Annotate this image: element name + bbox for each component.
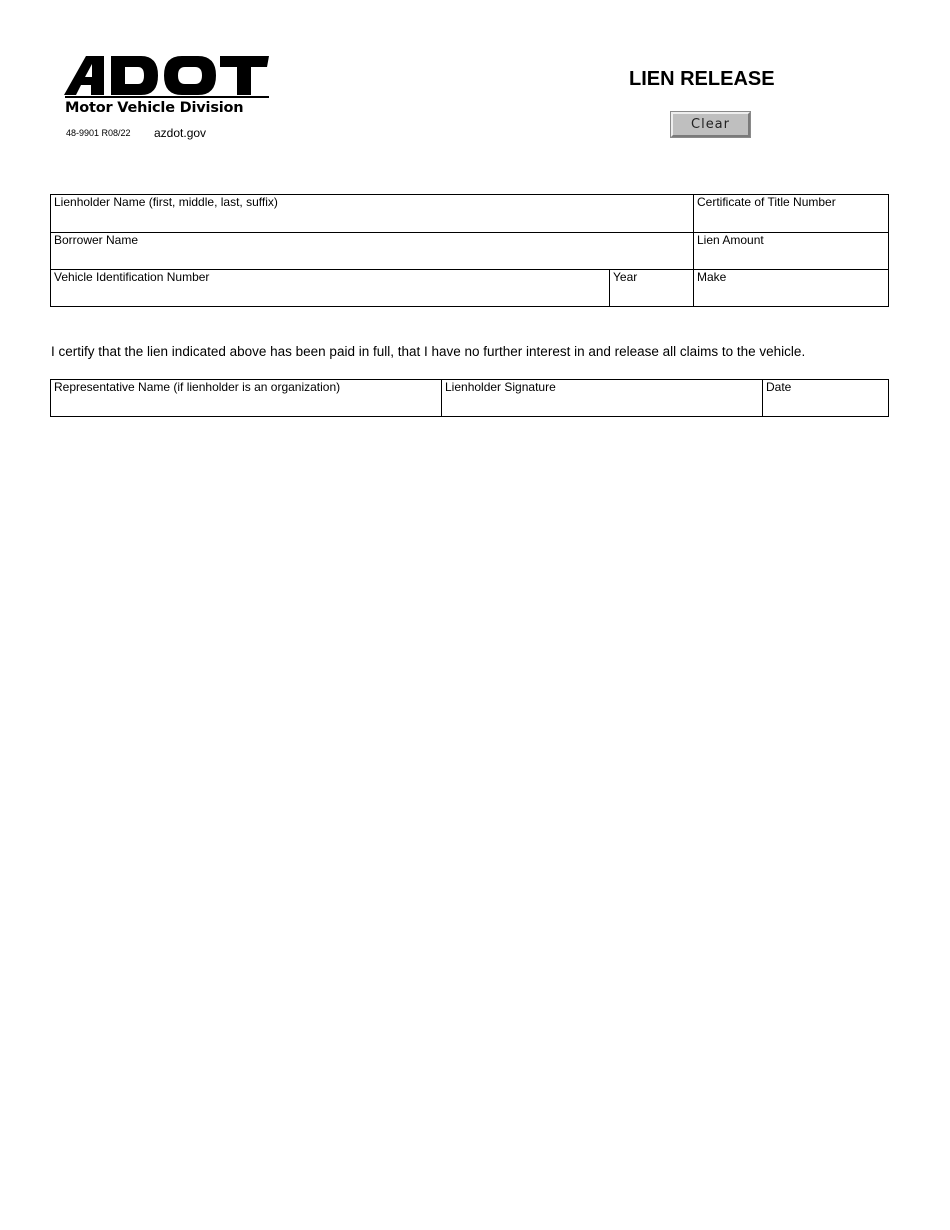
title-number-label: Certificate of Title Number [697, 195, 836, 209]
date-field[interactable] [766, 398, 885, 414]
make-cell [693, 269, 889, 307]
clear-button[interactable]: Clear [671, 112, 750, 137]
borrower-name-label: Borrower Name [54, 233, 139, 247]
form-number: 48-9901 R08/22 [66, 128, 131, 138]
lien-amount-label: Lien Amount [697, 233, 764, 247]
signature-label: Lienholder Signature [445, 380, 556, 394]
make-field[interactable] [697, 288, 885, 304]
representative-name-field[interactable] [54, 398, 438, 414]
signature-cell [441, 379, 763, 417]
vin-cell [50, 269, 610, 307]
lienholder-name-field[interactable] [54, 214, 690, 230]
lienholder-name-label: Lienholder Name (first, middle, last, suffix) [54, 195, 278, 209]
date-cell [762, 379, 889, 417]
borrower-name-cell [50, 232, 694, 270]
year-field[interactable] [613, 288, 690, 304]
lienholder-name-cell [50, 194, 694, 233]
make-label: Make [697, 270, 727, 284]
title-number-field[interactable] [697, 214, 885, 230]
website-link[interactable]: azdot.gov [154, 126, 207, 140]
lien-amount-field[interactable] [697, 251, 885, 267]
year-label: Year [613, 270, 638, 284]
date-label: Date [766, 380, 792, 394]
representative-name-label: Representative Name (if lienholder is an organization) [54, 380, 341, 394]
certification-statement: I certify that the lien indicated above has been paid in full, that I have no further interest in and release all claims to the vehicle. [51, 344, 806, 359]
logo-underline [65, 96, 269, 98]
form-title: LIEN RELEASE [629, 68, 775, 90]
representative-name-cell [50, 379, 442, 417]
vin-label: Vehicle Identification Number [54, 270, 210, 284]
division-name: Motor Vehicle Division [65, 100, 244, 116]
title-number-cell [693, 194, 889, 233]
year-cell [609, 269, 694, 307]
vin-field[interactable] [54, 288, 606, 304]
lien-amount-cell [693, 232, 889, 270]
adot-logo-wordmark [64, 55, 270, 97]
borrower-name-field[interactable] [54, 251, 690, 267]
signature-field[interactable] [445, 398, 759, 414]
